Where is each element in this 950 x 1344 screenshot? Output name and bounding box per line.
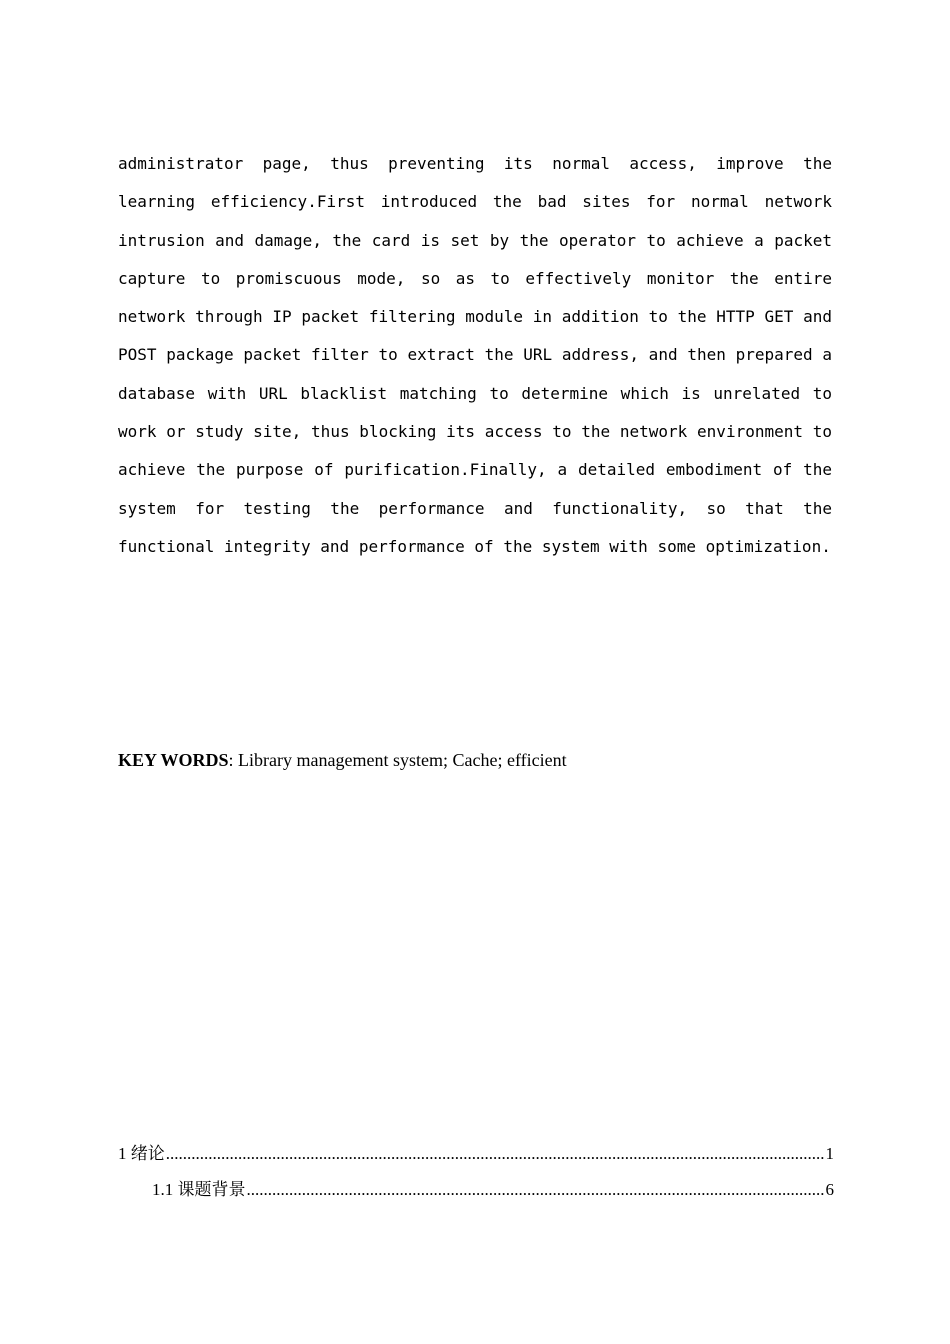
abstract-line: work or study site, thus blocking its access to the network environment to <box>118 422 832 442</box>
toc-entry-section-1-1[interactable] <box>118 1178 834 1214</box>
toc-dot-leader <box>166 1142 825 1166</box>
keywords-text: Library management system; Cache; efficient <box>238 750 567 770</box>
table-of-contents <box>118 1142 834 1214</box>
keywords-label: KEY WORDS <box>118 750 229 770</box>
abstract-line: system for testing the performance and functionality, so that the <box>118 498 832 518</box>
abstract-body <box>118 145 832 566</box>
abstract-line: POST package packet filter to extract the URL address, and then prepared a <box>118 345 832 365</box>
abstract-line: functional integrity and performance of the system with some optimization. <box>118 536 831 556</box>
abstract-line: achieve the purpose of purification.Finally, a detailed embodiment of the <box>118 460 832 480</box>
abstract-line: intrusion and damage, the card is set by the operator to achieve a packet <box>118 230 832 250</box>
abstract-line: database with URL blacklist matching to determine which is unrelated to <box>118 383 832 403</box>
abstract-line: capture to promiscuous mode, so as to effectively monitor the entire <box>118 268 832 288</box>
keywords <box>118 748 832 772</box>
toc-entry-chapter-1[interactable] <box>118 1142 834 1178</box>
toc-entry-title: 1.1 课题背景 <box>152 1180 246 1199</box>
abstract-line: network through IP packet filtering module in addition to the HTTP GET and <box>118 307 832 327</box>
abstract-line: administrator page, thus preventing its normal access, improve the <box>118 154 832 173</box>
toc-page-number: 6 <box>825 1180 834 1199</box>
toc-page-number: 1 <box>825 1144 834 1163</box>
toc-entry-title: 1 绪论 <box>118 1144 165 1163</box>
abstract-line: learning efficiency.First introduced the bad sites for normal network <box>118 192 832 212</box>
toc-dot-leader <box>247 1178 825 1202</box>
keywords-separator: : <box>228 750 239 770</box>
